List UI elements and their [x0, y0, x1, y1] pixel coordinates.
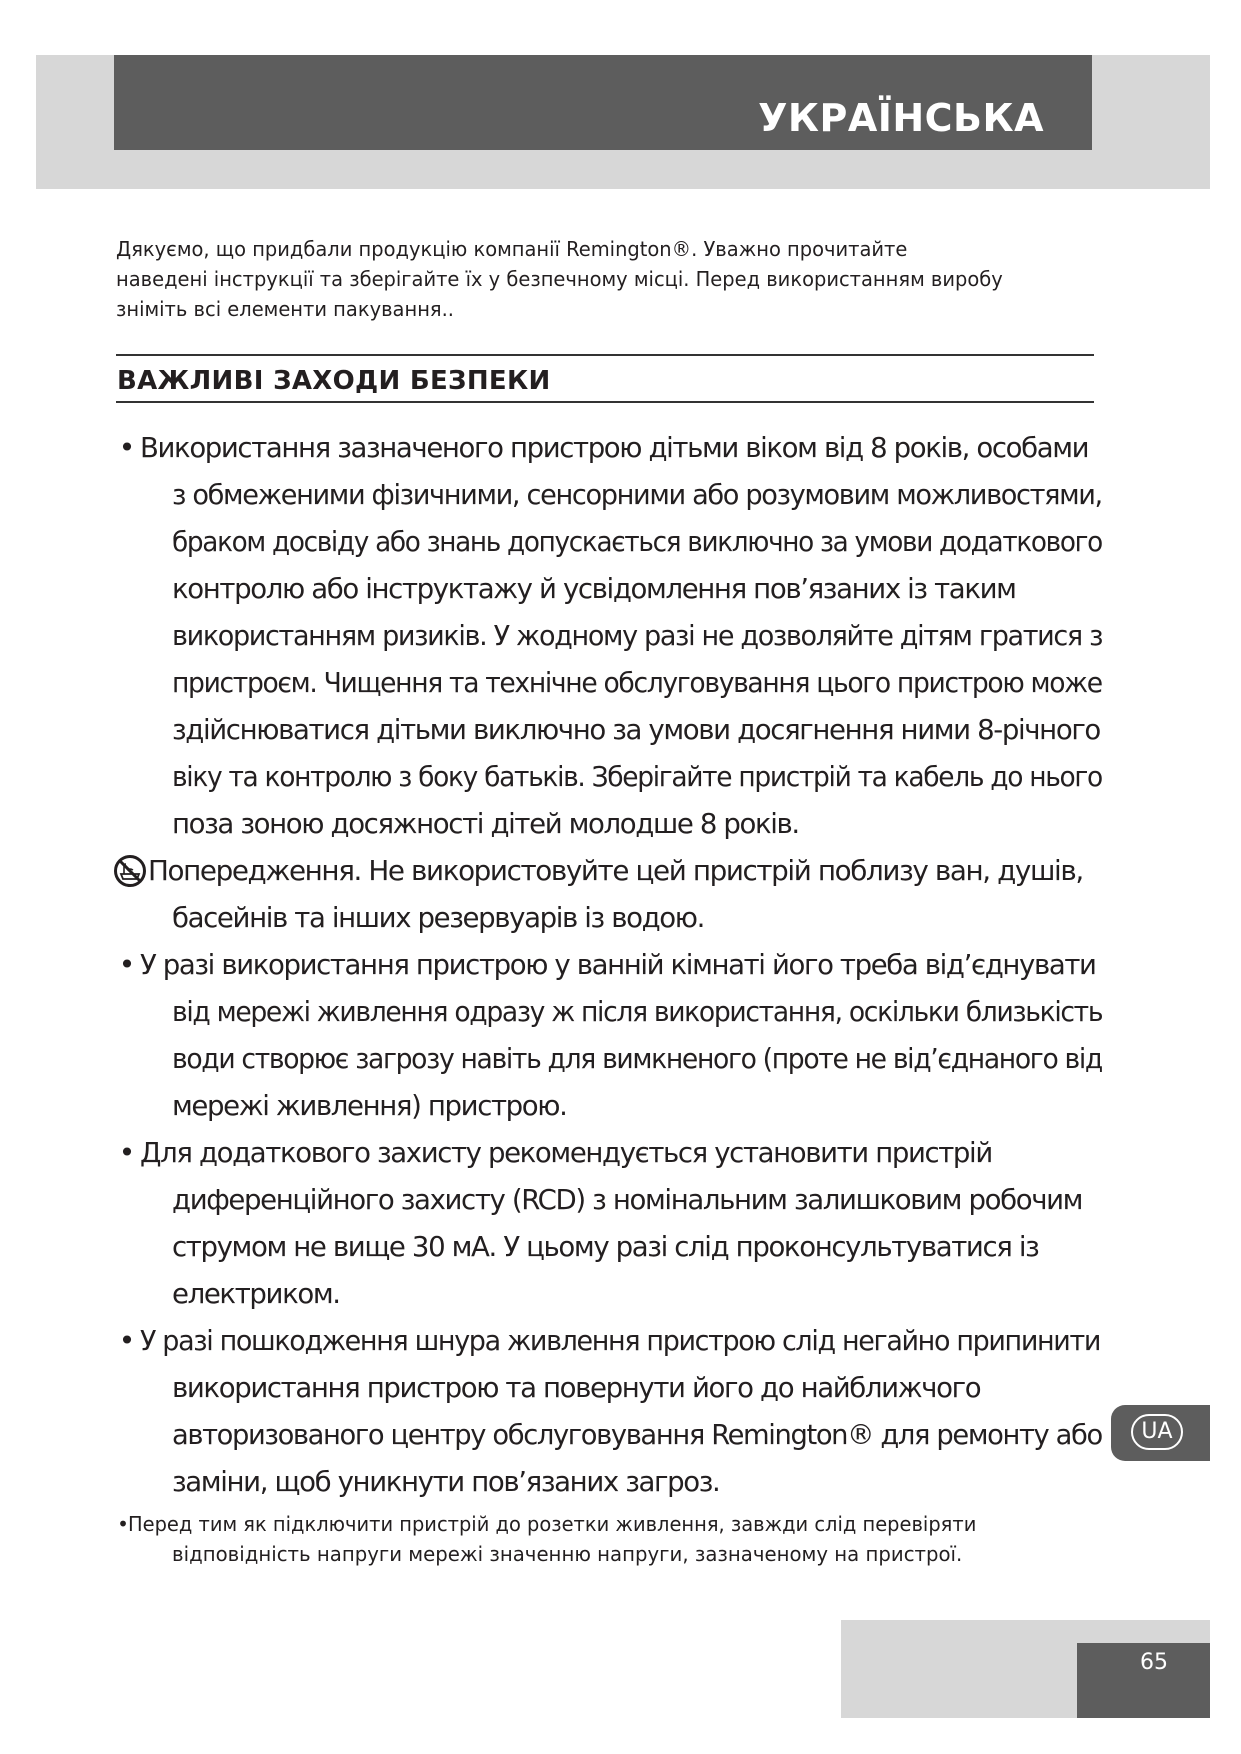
item-line: заміни, щоб уникнути пов’язаних загроз. [172, 1465, 720, 1498]
item-line: електриком. [172, 1277, 340, 1310]
intro-paragraph [116, 234, 1096, 324]
list-item [116, 424, 1116, 847]
item-line: від мережі живлення одразу ж після використання, оскільки близькість [172, 995, 1103, 1028]
item-line: відповідність напруги мережі значенню напруги, зазначеному на пристрої. [172, 1542, 963, 1566]
item-line: Для додаткового захисту рекомендується установити пристрій [140, 1136, 992, 1169]
item-line: використанням ризиків. У жодному разі не дозволяйте дітям гратися з [172, 619, 1103, 652]
item-line: води створює загрозу навіть для вимкненого (проте не від’єднаного від [172, 1042, 1102, 1075]
intro-line: зніміть всі елементи пакування.. [116, 297, 454, 321]
intro-line: Дякуємо, що придбали продукцію компанії Remington®. Уважно прочитайте [116, 237, 908, 261]
item-line: Використання зазначеного пристрою дітьми віком від 8 років, особами [140, 431, 1089, 464]
section-rule-bottom [116, 401, 1094, 403]
bullet: • [118, 431, 136, 464]
item-line: струмом не вище 30 мА. У цьому разі слід проконсультуватися із [172, 1230, 1039, 1263]
item-line: диференційного захисту (RCD) з номінальним залишковим робочим [172, 1183, 1083, 1216]
item-line: з обмеженими фізичними, сенсорними або розумовим можливостями, [172, 478, 1102, 511]
list-item [116, 1317, 1116, 1505]
item-line: поза зоною досяжності дітей молодше 8 років. [172, 807, 799, 840]
list-item [116, 1129, 1116, 1317]
item-line: пристроєм. Чищення та технічне обслуговування цього пристрою може [172, 666, 1102, 699]
item-line: басейнів та інших резервуарів із водою. [172, 901, 705, 934]
item-line: мережі живлення) пристрою. [172, 1089, 567, 1122]
section-heading: ВАЖЛИВІ ЗАХОДИ БЕЗПЕКИ [117, 366, 551, 396]
page-number: 65 [1140, 1650, 1168, 1675]
no-bath-warning-icon [113, 854, 147, 888]
section-rule-top [116, 354, 1094, 356]
item-line: використання пристрою та повернути його до найближчого [172, 1371, 981, 1404]
bullet: • [118, 1324, 136, 1357]
bullet: • [118, 1136, 136, 1169]
header-bar [114, 55, 1092, 150]
item-line: авторизованого центру обслуговування Remington® для ремонту або [172, 1418, 1102, 1451]
language-badge: UA [1131, 1414, 1183, 1450]
list-item [116, 941, 1116, 1129]
item-line: контролю або інструктажу й усвідомлення пов’язаних із таким [172, 572, 1016, 605]
item-line: віку та контролю з боку батьків. Зберігайте пристрій та кабель до нього [172, 760, 1102, 793]
item-line: Попередження. Не використовуйте цей пристрій поблизу ван, душів, [148, 854, 1083, 887]
warning-item [116, 847, 1116, 941]
intro-line: наведені інструкції та зберігайте їх у безпечному місці. Перед використанням виробу [116, 267, 1003, 291]
safety-list [116, 424, 1116, 1569]
language-title: УКРАЇНСЬКА [758, 96, 1044, 140]
item-line: У разі пошкодження шнура живлення пристрою слід негайно припинити [140, 1324, 1101, 1357]
bullet: • [117, 1512, 129, 1536]
item-line: Перед тим як підключити пристрій до розетки живлення, завжди слід перевіряти [128, 1512, 977, 1536]
item-line: У разі використання пристрою у ванній кімнаті його треба від’єднувати [140, 948, 1096, 981]
language-tab [1111, 1405, 1210, 1461]
item-line: браком досвіду або знань допускається виключно за умови додаткового [172, 525, 1102, 558]
list-item-small [116, 1509, 1116, 1569]
item-line: здійснюватися дітьми виключно за умови досягнення ними 8-річного [172, 713, 1100, 746]
bullet: • [118, 948, 136, 981]
